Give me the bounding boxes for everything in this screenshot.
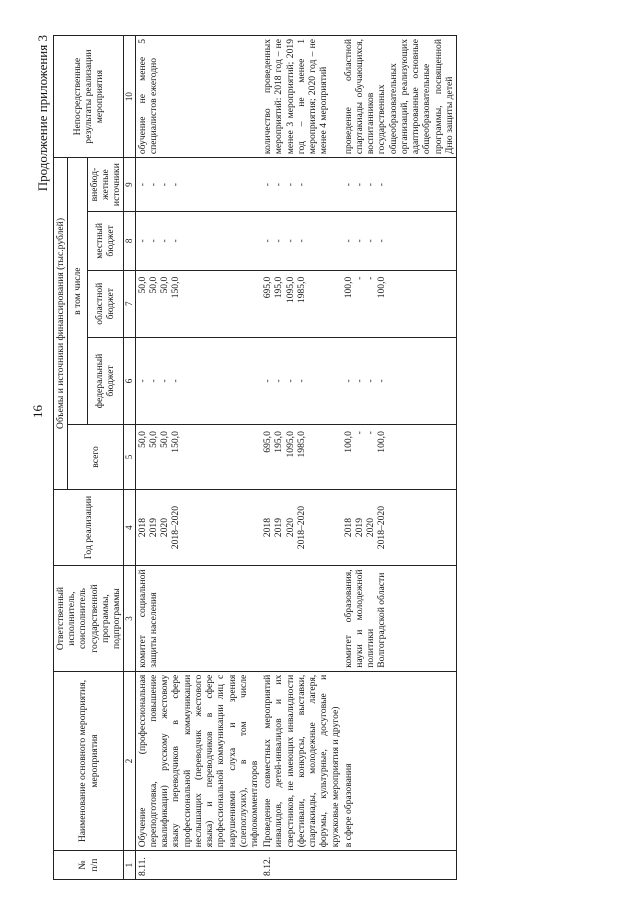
value: - (353, 239, 365, 243)
value: 150,0 (170, 276, 182, 299)
header-total: всего (68, 425, 124, 490)
row-federal (261, 337, 342, 424)
value: 100,0 (342, 431, 354, 453)
value: 100,0 (376, 276, 388, 299)
value: - (148, 239, 160, 243)
value: - (284, 239, 296, 243)
header-num: № п/п (54, 851, 124, 880)
row-responsible: комитет образования, науки и молодежной политики Волгоградской области (342, 566, 457, 671)
value: - (159, 183, 171, 187)
value: 195,0 (273, 431, 285, 453)
value: 195,0 (273, 276, 285, 299)
row-extrabudget (342, 158, 457, 212)
row-result: проведение областной спартакиады обучающихся, воспитанников государственных общеобразовательных организаций, реализующих адаптированные основные общеобразовательные программы, посвященной Дню защиты детей (342, 36, 457, 158)
value: - (136, 239, 148, 243)
row-number: 8.12. (261, 851, 342, 880)
row-total (135, 425, 261, 490)
value: - (342, 379, 354, 383)
value: 50,0 (136, 431, 148, 448)
value: 150,0 (170, 431, 182, 453)
value: - (262, 183, 274, 187)
value: 695,0 (262, 431, 274, 453)
colnum: 3 (124, 566, 136, 671)
page-number: 16 (30, 405, 45, 418)
value: 50,0 (136, 276, 148, 294)
row-number (342, 851, 457, 880)
colnum: 8 (124, 212, 136, 271)
value: 1985,0 (295, 276, 307, 304)
header-local: местный бюджет (87, 212, 124, 271)
row-total (261, 425, 342, 490)
value: 1985,0 (295, 431, 307, 458)
value: - (353, 431, 365, 435)
row-responsible (261, 566, 342, 671)
colnum: 5 (124, 425, 136, 490)
value: 100,0 (376, 431, 388, 453)
row-name: Обучение (профессиональная переподготовка, повышение квалификации) русскому жестовому языку переводчиков в сфере профессиональной коммуникации неслышащих (переводчик жестового языка) и переводчиков в сфере профессиональной коммуникации лиц с нарушениями слуха и зрения (слепоглухих), в том числе тифлокомментаторов (135, 671, 261, 851)
program-table (53, 35, 457, 880)
value: 1095,0 (284, 431, 296, 458)
value: - (365, 276, 377, 280)
year: 2018 (136, 517, 148, 538)
value: - (170, 183, 182, 187)
value: - (148, 379, 160, 383)
row-years (342, 489, 457, 566)
value: - (365, 183, 377, 187)
value: - (376, 239, 388, 243)
value: 50,0 (159, 276, 171, 294)
table-row (342, 36, 457, 880)
row-regional (135, 270, 261, 337)
value: 50,0 (159, 431, 171, 448)
value: - (159, 379, 171, 383)
value: - (273, 379, 285, 383)
value: - (273, 183, 285, 187)
value: - (365, 431, 377, 435)
year: 2020 (284, 517, 296, 538)
value: - (262, 379, 274, 383)
row-extrabudget (135, 158, 261, 212)
row-years (135, 489, 261, 566)
row-regional (261, 270, 342, 337)
colnum: 10 (124, 36, 136, 158)
row-name: Проведение совместных мероприятий инвалидов, детей-инвалидов и их сверстников, не имеющих инвалидности (фестивали, конкурсы, выставки, спартакиады, молодежные лагеря, форумы, культурные, досуговые и кружковые мероприятия и другое) (261, 671, 342, 851)
rotated-page (35, 35, 630, 880)
row-local (342, 212, 457, 271)
colnum: 1 (124, 851, 136, 880)
header-regional: областной бюджет (87, 270, 124, 337)
header-name: Наименование основного мероприятия, мероприятия (54, 671, 124, 851)
row-number: 8.11. (135, 851, 261, 880)
table-row (261, 36, 342, 880)
value: - (353, 379, 365, 383)
year: 2020 (159, 517, 171, 538)
year: 2019 (148, 517, 160, 538)
value: 50,0 (148, 276, 160, 294)
header-extrabudget: внебюд-жетные источники (87, 158, 124, 212)
year: 2018–2020 (376, 505, 388, 550)
header-responsible: Ответственный исполнитель, соисполнитель государственной программы, подпрограммы (54, 566, 124, 671)
row-result: количество проведенных мероприятий: 2018 год – не менее 3 мероприятий; 2019 год – не менее 1 мероприятия; 2020 год – не менее 4 мероприятий (261, 36, 342, 158)
value: - (376, 379, 388, 383)
header-result: Непосредственные результаты реализации мероприятия (54, 36, 124, 158)
colnum: 4 (124, 489, 136, 566)
value: 50,0 (148, 431, 160, 448)
continuation-label: Продолжение приложения 3 (35, 35, 50, 192)
value: - (353, 276, 365, 280)
value: 100,0 (342, 276, 354, 299)
value: - (262, 239, 274, 243)
row-federal (342, 337, 457, 424)
value: - (136, 183, 148, 187)
year: 2018 (262, 517, 274, 538)
row-federal (135, 337, 261, 424)
row-name: в сфере образования (342, 671, 457, 851)
value: 1095,0 (284, 276, 296, 304)
row-extrabudget (261, 158, 342, 212)
value: - (170, 379, 182, 383)
value: - (273, 239, 285, 243)
colnum: 6 (124, 337, 136, 424)
year: 2019 (273, 517, 285, 538)
value: - (284, 183, 296, 187)
value: - (376, 183, 388, 187)
table-row (135, 36, 261, 880)
value: - (342, 239, 354, 243)
value: - (284, 379, 296, 383)
value: - (295, 239, 307, 243)
colnum: 7 (124, 270, 136, 337)
header-federal: федеральный бюджет (87, 337, 124, 424)
header-including: в том числе (68, 158, 87, 425)
value: - (170, 239, 182, 243)
row-local (135, 212, 261, 271)
year: 2018 (342, 517, 354, 538)
header-year: Год реализации (54, 489, 124, 566)
row-responsible: комитет социальной защиты населения (135, 566, 261, 671)
year: 2019 (353, 517, 365, 538)
value: - (148, 183, 160, 187)
value: - (365, 379, 377, 383)
colnum: 2 (124, 671, 136, 851)
value: - (353, 183, 365, 187)
value: - (295, 379, 307, 383)
row-result: обучение не менее 5 специалистов ежегодно (135, 36, 261, 158)
value: - (159, 239, 171, 243)
value: 695,0 (262, 276, 274, 299)
row-total (342, 425, 457, 490)
value: - (295, 183, 307, 187)
year: 2020 (365, 517, 377, 538)
row-regional (342, 270, 457, 337)
header-financing: Объемы и источники финансирования (тыс.рублей) (54, 158, 68, 490)
year: 2018–2020 (295, 505, 307, 550)
colnum: 9 (124, 158, 136, 212)
year: 2018–2020 (170, 505, 182, 550)
value: - (342, 183, 354, 187)
value: - (365, 239, 377, 243)
value: - (136, 379, 148, 383)
row-local (261, 212, 342, 271)
row-years (261, 489, 342, 566)
